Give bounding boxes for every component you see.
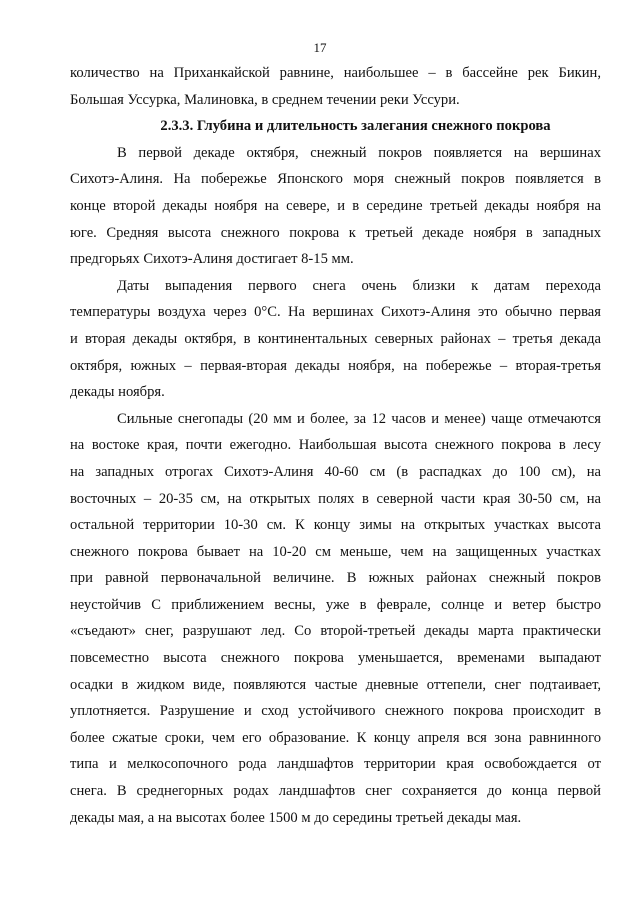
text-line: типа и мелкосопочного рода ландшафтов территории края освобождается от xyxy=(70,756,601,773)
text-line: осадки в жидком виде, появляются частые дневные оттепели, снег подтаивает, xyxy=(70,676,601,693)
text-line: восточных – 20-35 см, на открытых полях в северной части края 30-50 см, на xyxy=(70,490,601,507)
text-line: снега. В среднегорных родах ландшафтов снег сохраняется до конца первой xyxy=(70,783,601,800)
text-line: более сжатые сроки, чем его образование. К концу апреля вся зона равнинного xyxy=(70,729,601,746)
text-line: повсеместно высота снежного покрова уменьшается, временами выпадают xyxy=(70,650,601,667)
text-line: неустойчив С приближением весны, уже в феврале, солнце и ветер быстро xyxy=(70,596,601,613)
section-heading: 2.3.3. Глубина и длительность залегания снежного покрова xyxy=(160,118,551,135)
text-line: снежного покрова бывает на 10-20 см меньше, чем на защищенных участках xyxy=(70,543,601,560)
page-number: 17 xyxy=(313,40,327,55)
text-line: при равной первоначальной величине. В южных районах снежный покров xyxy=(70,570,601,587)
text-line: остальной территории 10-30 см. К концу зимы на открытых участках высота xyxy=(70,517,601,534)
text-line: количество на Приханкайской равнине, наибольшее – в бассейне рек Бикин, xyxy=(70,65,601,81)
paragraph-2 xyxy=(70,273,601,406)
text-line: юге. Средняя высота снежного покрова к третьей декаде ноября в западных xyxy=(70,224,601,241)
paragraph-3 xyxy=(70,406,601,832)
text-line: конце второй декады ноября на севере, и в середине третьей декады ноября на xyxy=(70,197,601,214)
document-body xyxy=(70,60,601,831)
text-line: октября, южных – первая-вторая декады ноября, на побережье – вторая-третья xyxy=(70,357,601,374)
text-line: Большая Уссурка, Малиновка, в среднем течении реки Уссури. xyxy=(70,91,460,108)
intro-paragraph xyxy=(70,60,601,113)
text-line: декады мая, а на высотах более 1500 м до середины третьей декады мая. xyxy=(70,809,522,826)
text-line: Сихотэ-Алиня. На побережье Японского моря снежный покров появляется в xyxy=(70,171,601,188)
text-line: Сильные снегопады (20 мм и более, за 12 часов и менее) чаще отмечаются xyxy=(117,410,601,427)
text-line: на западных отрогах Сихотэ-Алиня 40-60 см (в распадках до 100 см), на xyxy=(70,463,601,480)
text-line: «съедают» снег, разрушают лед. Со второй-третьей декады марта практически xyxy=(70,623,601,640)
text-line: уплотняется. Разрушение и сход устойчивого снежного покрова происходит в xyxy=(70,703,601,720)
text-line: на востоке края, почти ежегодно. Наибольшая высота снежного покрова в лесу xyxy=(70,437,601,454)
text-line: и вторая декады октября, в континентальных северных районах – третья декада xyxy=(70,330,601,347)
text-line: декады ноября. xyxy=(70,384,165,401)
paragraph-1 xyxy=(70,140,601,273)
text-line: В первой декаде октября, снежный покров появляется на вершинах xyxy=(117,144,601,161)
text-line: температуры воздуха через 0°С. На вершинах Сихотэ-Алиня это обычно первая xyxy=(70,304,601,321)
text-line: предгорьях Сихотэ-Алиня достигает 8-15 мм. xyxy=(70,251,354,268)
text-line: Даты выпадения первого снега очень близки к датам перехода xyxy=(117,277,601,294)
